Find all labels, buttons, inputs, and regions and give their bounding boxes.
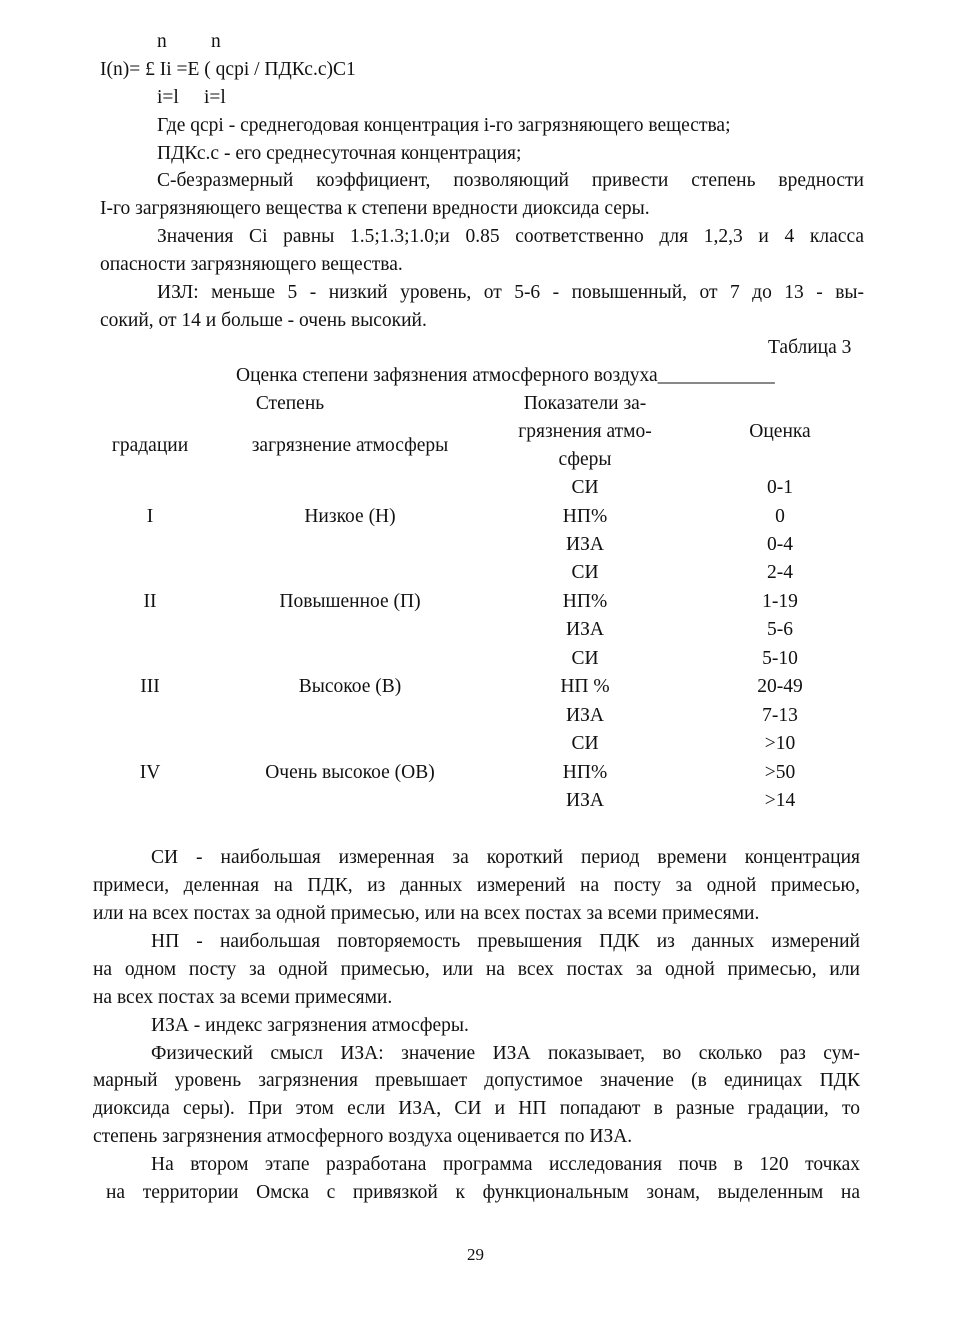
definition-qcpi: Где qcpi - среднегодовая концентрация i-го загрязняющего вещества; [157,115,731,136]
table-cell-value: 0 [775,506,785,527]
table-row-gradation: II [143,591,157,612]
header-degree-line2: загрязнение атмосферы [251,435,449,456]
formula-upper-limit-1: n [157,31,167,52]
table-cell-indicator: НП% [562,762,608,783]
table-row-degree: Очень высокое (ОВ) [265,762,435,783]
table-row-degree: Высокое (В) [298,676,402,697]
header-assessment: Оценка [749,421,811,442]
formula-expression: I(n)= £ Ii =E ( qcpi / ПДКс.с)C1 [100,59,356,80]
definition-izl-line1: ИЗЛ: меньше 5 - низкий уровень, от 5-6 - повышенный, от 7 до 13 - вы- [157,282,864,303]
header-indicators-line3: сферы [558,449,612,470]
definition-pdk: ПДКс.с - его среднесуточная концентрация; [157,143,522,164]
definition-izl-line2: сокий, от 14 и больше - очень высокий. [100,310,427,331]
formula-lower-limit-1: i=l [157,87,179,108]
table-row-gradation: IV [139,762,161,783]
definition-c-line1: С-безразмерный коэффициент, позволяющий привести степень вредности [157,170,864,191]
table-caption: Оценка степени зафязнения атмосферного воздуха____________ [236,365,775,386]
table-cell-value: >10 [764,733,796,754]
paragraph-stage2-line: на территории Омска с привязкой к функциональным зонам, выделенным на [106,1182,860,1203]
paragraph-physical-line: диоксида серы). При этом если ИЗА, СИ и НП попадают в разные градации, то [93,1098,860,1119]
table-cell-value: 0-4 [767,534,793,555]
paragraph-physical-line: Физический смысл ИЗА: значение ИЗА показывает, во сколько раз сум- [151,1043,860,1064]
definition-c-line2: I-го загрязняющего вещества к степени вредности диоксида серы. [100,198,650,219]
header-indicators-line1: Показатели за- [523,393,647,414]
paragraph-si-line: СИ - наибольшая измеренная за короткий период времени концентрация [151,847,860,868]
table-cell-value: 5-10 [762,648,798,669]
paragraph-iza-line: ИЗА - индекс загрязнения атмосферы. [151,1015,469,1036]
table-cell-indicator: НП % [560,676,610,697]
table-row-gradation: III [140,676,160,697]
table-cell-indicator: ИЗА [566,619,604,640]
paragraph-si-line: или на всех постах за одной примесью, или на всех постах за всеми примесями. [93,903,760,924]
definition-ci-line2: опасности загрязняющего вещества. [100,254,403,275]
page-number: 29 [467,1245,484,1264]
formula-upper-limit-2: n [211,31,221,52]
table-cell-value: 0-1 [767,477,793,498]
table-cell-value: 5-6 [767,619,793,640]
table-cell-indicator: НП% [562,506,608,527]
table-cell-indicator: СИ [571,477,599,498]
header-gradation: градации [111,435,189,456]
table-cell-value: 2-4 [767,562,793,583]
table-cell-value: 20-49 [757,676,803,697]
paragraph-np-line: на всех постах за всеми примесями. [93,987,393,1008]
formula-lower-limit-2: i=l [204,87,226,108]
table-cell-indicator: ИЗА [566,705,604,726]
paragraph-np-line: НП - наибольшая повторяемость превышения ПДК из данных измерений [151,931,860,952]
paragraph-np-line: на одном посту за одной примесью, или на всех постах за одной примесью, или [93,959,860,980]
definition-ci-line1: Значения Ci равны 1.5;1.3;1.0;и 0.85 соответственно для 1,2,3 и 4 класса [157,226,864,247]
table-row-gradation: I [146,506,154,527]
table-cell-value: >50 [764,762,796,783]
paragraph-si-line: примеси, деленная на ПДК, из данных измерений на посту за одной примесью, [93,875,860,896]
paragraph-physical-line: марный уровень загрязнения превышает допустимое значение (в единицах ПДК [93,1070,860,1091]
header-degree-line1: Степень [255,393,325,414]
table-row-degree: Повышенное (П) [279,591,421,612]
table-cell-value: 7-13 [762,705,798,726]
paragraph-physical-line: степень загрязнения атмосферного воздуха оценивается по ИЗА. [93,1126,633,1147]
table-cell-indicator: ИЗА [566,534,604,555]
table-cell-indicator: СИ [571,562,599,583]
table-cell-value: 1-19 [762,591,798,612]
table-cell-value: >14 [764,790,796,811]
table-cell-indicator: СИ [571,648,599,669]
table-cell-indicator: НП% [562,591,608,612]
table-cell-indicator: ИЗА [566,790,604,811]
header-indicators-line2: грязнения атмо- [518,421,652,442]
table-cell-indicator: СИ [571,733,599,754]
table-label: Таблица 3 [768,337,852,358]
paragraph-stage2-line: На втором этапе разработана программа исследования почв в 120 точках [151,1154,860,1175]
table-row-degree: Низкое (Н) [304,506,396,527]
